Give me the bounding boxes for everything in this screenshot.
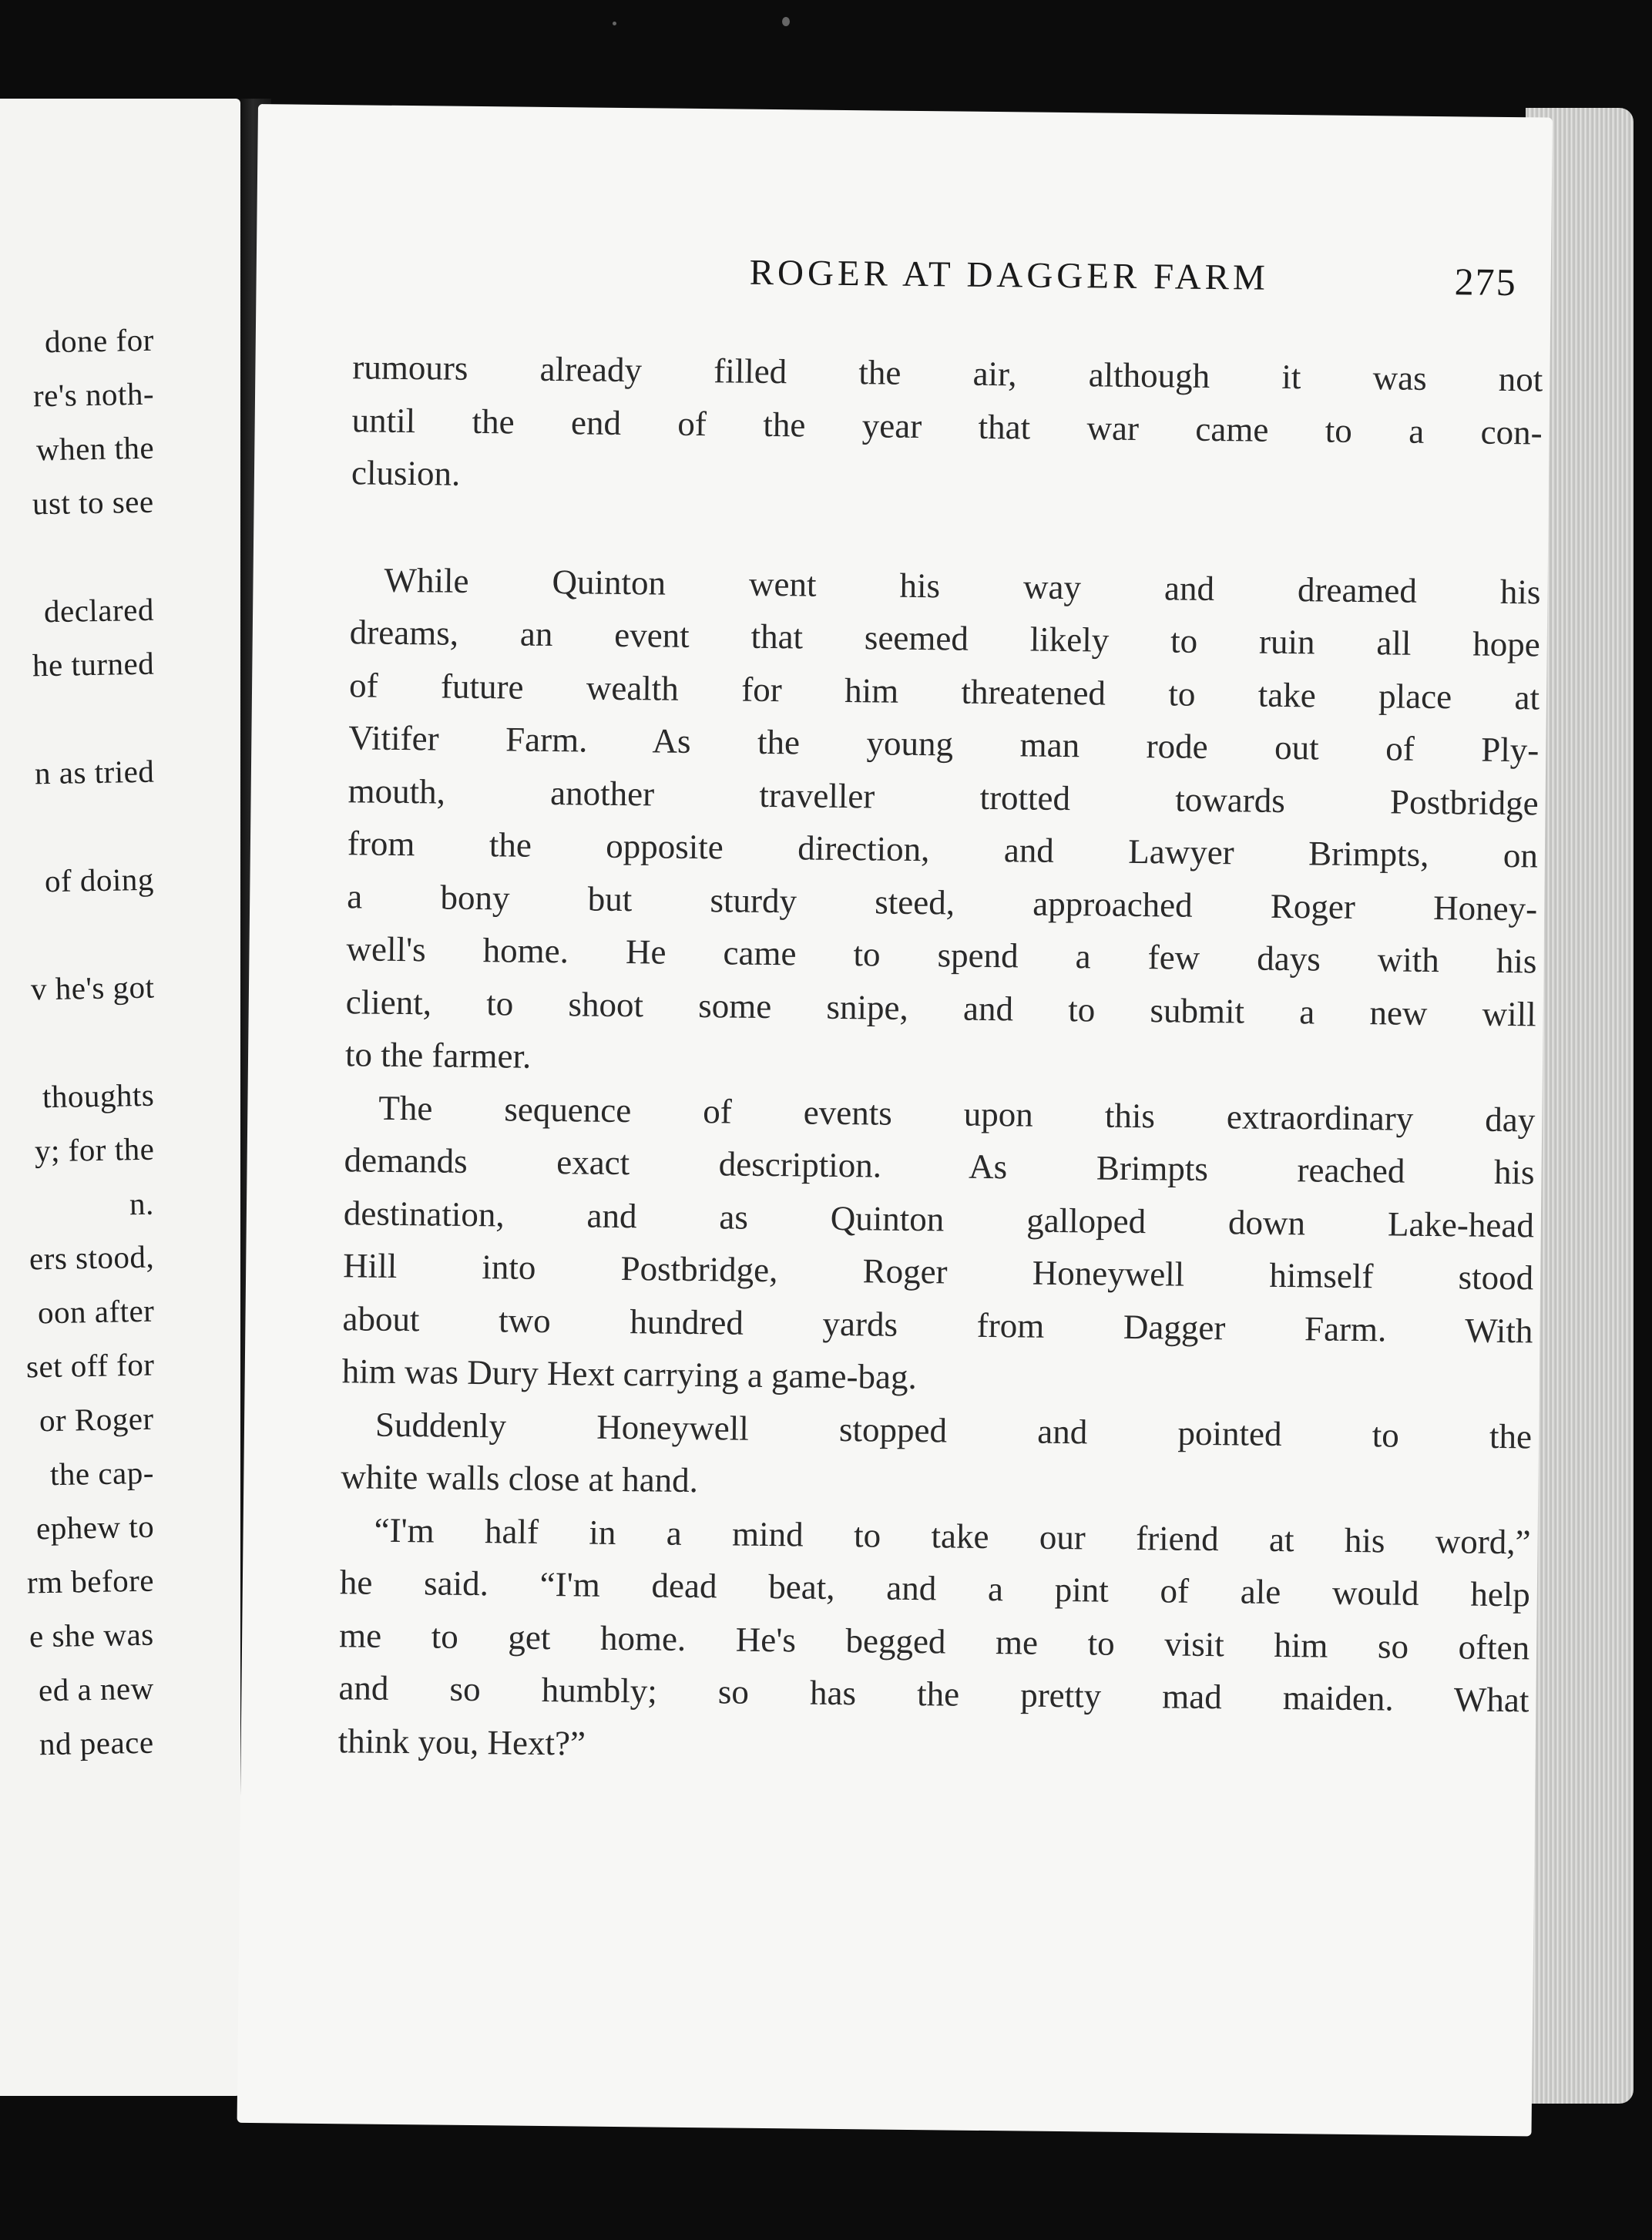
text-line: Vitifer Farm. As the young man rode out of Ply-	[348, 718, 1540, 770]
left-page-line: when the	[35, 429, 155, 468]
left-page-line: nd peace	[39, 1724, 155, 1762]
text-line: and so humbly; so has the pretty mad maiden. What	[338, 1668, 1529, 1720]
left-page-line: ed a new	[38, 1670, 155, 1708]
text-line: think you, Hext?”	[337, 1721, 586, 1763]
body-text	[337, 341, 1543, 1779]
left-page-line: n as tried	[34, 753, 155, 791]
left-page-line: done for	[44, 321, 155, 360]
left-page-line: oon after	[37, 1292, 155, 1331]
text-line: While Quinton went his way and dreamed his	[384, 560, 1541, 611]
text-line: dreams, an event that seemed likely to ruin all hope	[349, 613, 1541, 664]
left-page-line: e she was	[29, 1616, 155, 1654]
paragraph	[351, 341, 1543, 512]
left-page-line: rm before	[26, 1562, 155, 1600]
left-page-line: the cap-	[49, 1454, 155, 1493]
left-page-line: v he's got	[30, 969, 155, 1007]
left-page-line: thoughts	[42, 1076, 155, 1115]
left-page-line: ust to see	[32, 483, 155, 522]
right-page	[237, 104, 1553, 2136]
text-line: a bony but sturdy steed, approached Roger Honey-	[346, 876, 1538, 928]
text-line: to the farmer.	[344, 1035, 532, 1076]
left-page-line: of doing	[44, 861, 155, 899]
text-line: clusion.	[351, 453, 461, 493]
paragraph	[337, 1503, 1531, 1780]
text-line: me to get home. He's begged me to visit him so often	[338, 1615, 1530, 1667]
text-line: white walls close at hand.	[341, 1457, 699, 1500]
text-line: destination, and as Quinton galloped down Lake-head	[343, 1193, 1535, 1244]
text-line: of future wealth for him threatened to take place at	[348, 665, 1540, 717]
text-line: about two hundred yards from Dagger Farm. With	[342, 1298, 1533, 1350]
left-page-line: declared	[43, 591, 155, 630]
left-page-line: y; for the	[34, 1130, 155, 1169]
text-line: him was Dury Hext carrying a game-bag.	[341, 1352, 918, 1397]
text-line: demands exact description. As Brimpts reached his	[344, 1140, 1535, 1192]
paragraph	[345, 553, 1541, 1093]
running-head: ROGER AT DAGGER FARM	[749, 252, 1270, 298]
paragraph	[341, 1398, 1532, 1516]
text-line: client, to shoot some snipe, and to submit a new will	[345, 982, 1536, 1033]
text-line: The sequence of events upon this extraordinary day	[378, 1088, 1536, 1139]
text-line: “I'm half in a mind to take our friend at his word,”	[374, 1510, 1531, 1561]
page-number: 275	[1454, 260, 1517, 304]
text-line: from the opposite direction, and Lawyer Brimpts, on	[347, 824, 1539, 875]
scan-speck	[782, 17, 790, 26]
left-page-line: re's noth-	[32, 375, 155, 414]
text-line: until the end of the year that war came to a con-	[351, 400, 1543, 452]
text-line: Suddenly Honeywell stopped and pointed to the	[374, 1405, 1533, 1456]
left-page-line: n.	[129, 1185, 155, 1222]
left-page	[0, 99, 240, 2096]
left-page-line: ers stood,	[29, 1238, 155, 1277]
left-page-line: he turned	[32, 645, 155, 683]
text-line: Hill into Postbridge, Roger Honeywell himself stood	[342, 1246, 1534, 1298]
text-line: mouth, another traveller trotted towards Postbridge	[348, 771, 1539, 822]
left-page-line: ephew to	[35, 1508, 155, 1547]
text-line: well's home. He came to spend a few days with his	[346, 929, 1537, 981]
scan-speck	[613, 22, 616, 25]
text-line: he said. “I'm dead beat, and a pint of ale would help	[339, 1563, 1531, 1614]
text-line: rumours already filled the air, although it was not	[352, 348, 1543, 399]
left-page-line: or Roger	[39, 1400, 155, 1439]
left-page-line: set off for	[25, 1346, 155, 1385]
paragraph	[341, 1081, 1535, 1410]
